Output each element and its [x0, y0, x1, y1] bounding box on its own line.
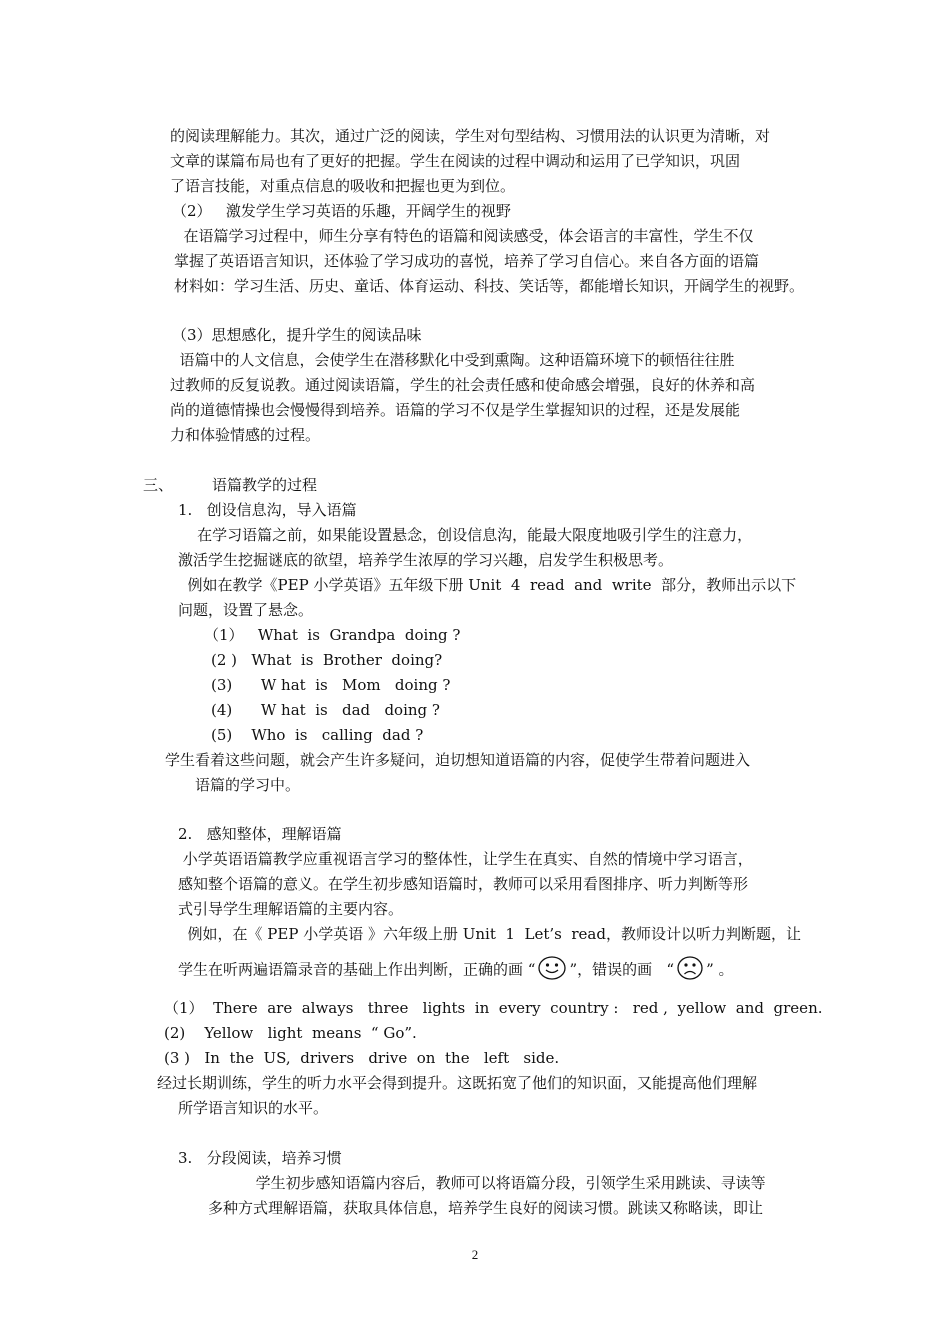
- paragraph-line: 掌握了英语语言知识，还体验了学习成功的喜悦，培养了学习自信心。来自各方面的语篇: [174, 252, 760, 270]
- question-item: (4) W hat is dad doing ?: [211, 701, 440, 719]
- part-number: 三、: [143, 476, 174, 494]
- paragraph-line: 在学习语篇之前，如果能设置悬念，创设信息沟，能最大限度地吸引学生的注意力，: [178, 526, 753, 544]
- section-heading-2: （2） 激发学生学习英语的乐趣，开阔学生的视野: [172, 202, 511, 220]
- text-fragment: ”，错误的画 “: [569, 960, 675, 979]
- paragraph-line: 材料如：学习生活、历史、童话、体育运动、科技、笑话等，都能增长知识，开阔学生的视野。: [174, 277, 805, 295]
- paragraph-line: 了语言技能，对重点信息的吸收和把握也更为到位。: [170, 177, 516, 195]
- text-fragment: ” 。: [706, 960, 734, 979]
- paragraph-line: 在语篇学习过程中，师生分享有特色的语篇和阅读感受，体会语言的丰富性，学生不仅: [174, 227, 754, 245]
- paragraph-line: 感知整个语篇的意义。在学生初步感知语篇时，教师可以采用看图排序、听力判断等形: [178, 875, 749, 893]
- part-title: 语篇教学的过程: [212, 476, 318, 494]
- paragraph-line: 学生初步感知语篇内容后，教师可以将语篇分段，引领学生采用跳读、寻读等: [208, 1174, 766, 1192]
- paragraph-line: 语篇的学习中。: [195, 776, 301, 794]
- statement-item: (2) Yellow light means “ Go”.: [164, 1024, 417, 1042]
- paragraph-line: 例如在教学《PEP 小学英语》五年级下册 Unit 4 read and write 部分，教师出示以下: [178, 576, 797, 594]
- paragraph-line: 多种方式理解语篇，获取具体信息，培养学生良好的阅读习惯。跳读又称略读，即让: [208, 1199, 764, 1217]
- paragraph-line: 经过长期训练，学生的听力水平会得到提升。这既拓宽了他们的知识面，又能提高他们理解: [157, 1074, 758, 1092]
- question-item: (5) Who is calling dad ?: [211, 726, 424, 744]
- question-item: （1） What is Grandpa doing ?: [204, 626, 461, 644]
- statement-item: （1） There are always three lights in every country : red , yellow and green.: [164, 999, 823, 1017]
- paragraph-line: 的阅读理解能力。其次，通过广泛的阅读，学生对句型结构、习惯用法的认识更为清晰，对: [170, 127, 771, 145]
- question-item: (3) W hat is Mom doing ?: [211, 676, 451, 694]
- paragraph-line: 过教师的反复说教。通过阅读语篇，学生的社会责任感和使命感会增强，良好的休养和高: [170, 376, 756, 394]
- step-heading-1: 1. 创设信息沟，导入语篇: [178, 501, 357, 519]
- paragraph-line: 例如，在《 PEP 小学英语 》六年级上册 Unit 1 Let’s read，教师设计以听力判断题，让: [178, 925, 801, 943]
- step-heading-3: 3. 分段阅读，培养习惯: [178, 1149, 342, 1167]
- paragraph-line: 小学英语语篇教学应重视语言学习的整体性，让学生在真实、自然的情境中学习语言，: [178, 850, 753, 868]
- question-item: (2 ) What is Brother doing?: [211, 651, 443, 669]
- frowny-face-icon: [676, 955, 704, 986]
- paragraph-line: 力和体验情感的过程。: [170, 426, 321, 444]
- paragraph-line: 所学语言知识的水平。: [178, 1099, 329, 1117]
- paragraph-line-with-faces: [178, 955, 734, 986]
- page-number: 2: [471, 1247, 479, 1262]
- paragraph-line: 问题，设置了悬念。: [178, 601, 314, 619]
- step-heading-2: 2. 感知整体，理解语篇: [178, 825, 342, 843]
- text-fragment: 学生在听两遍语篇录音的基础上作出判断，正确的画 “: [178, 960, 536, 979]
- paragraph-line: 文章的谋篇布局也有了更好的把握。学生在阅读的过程中调动和运用了已学知识，巩固: [170, 152, 741, 170]
- paragraph-line: 激活学生挖掘谜底的欲望，培养学生浓厚的学习兴趣，启发学生积极思考。: [178, 551, 674, 569]
- paragraph-line: 尚的道德情操也会慢慢得到培养。语篇的学习不仅是学生掌握知识的过程，还是发展能: [170, 401, 741, 419]
- paragraph-line: 学生看着这些问题，就会产生许多疑问，迫切想知道语篇的内容，促使学生带着问题进入: [165, 751, 751, 769]
- paragraph-line: 语篇中的人文信息，会使学生在潜移默化中受到熏陶。这种语篇环境下的顿悟往往胜: [170, 351, 735, 369]
- section-heading-3: （3）思想感化，提升学生的阅读品味: [172, 326, 422, 344]
- paragraph-line: 式引导学生理解语篇的主要内容。: [178, 900, 404, 918]
- smiley-face-icon: [537, 955, 567, 986]
- statement-item: (3 ) In the US, drivers drive on the left side.: [164, 1049, 560, 1067]
